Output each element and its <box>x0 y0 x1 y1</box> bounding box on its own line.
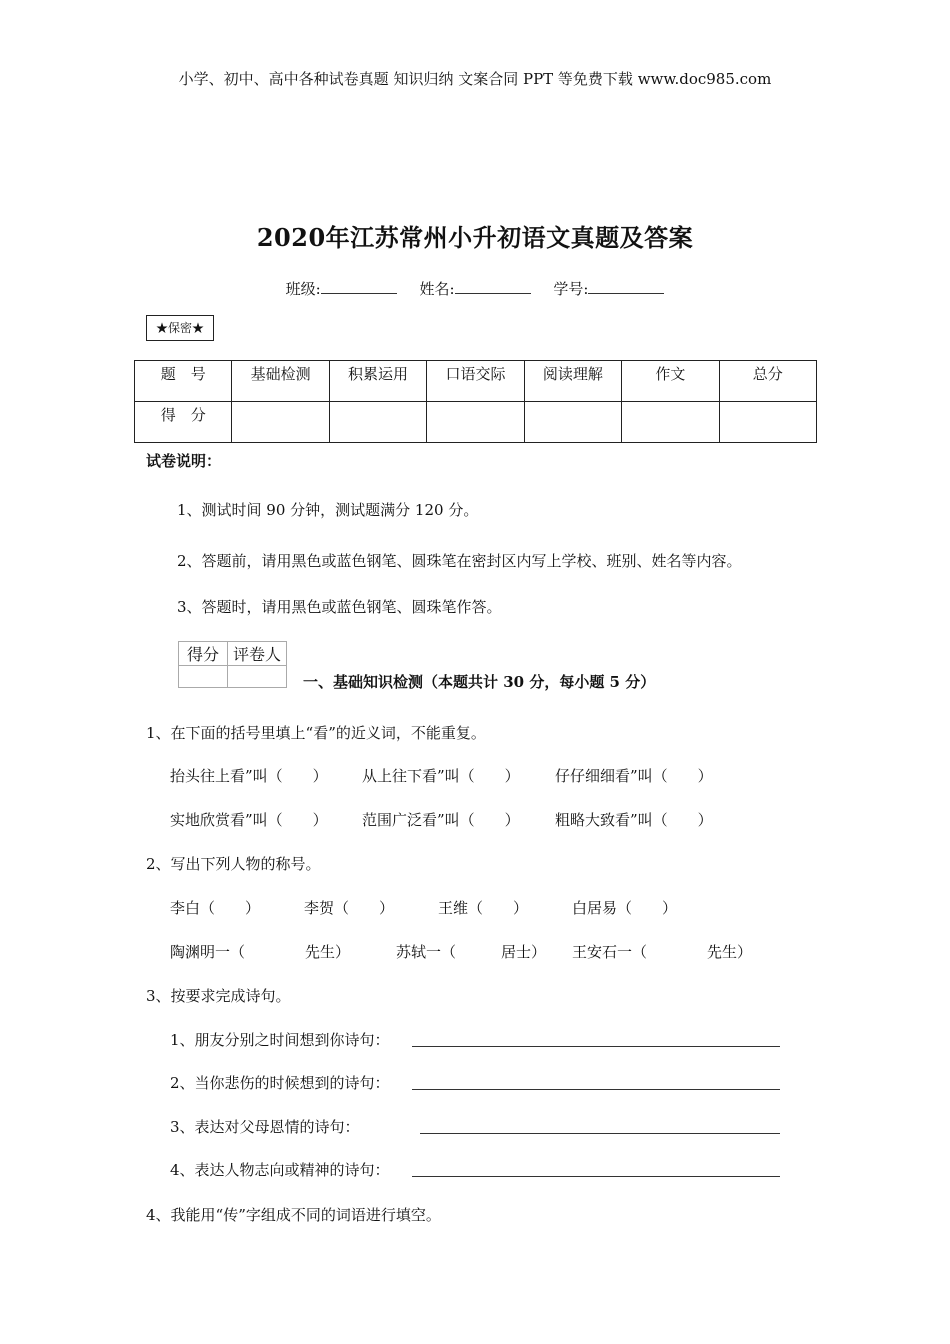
q3-item: 1、朋友分别之时间想到你诗句： <box>170 1031 390 1049</box>
q1-item: 抬头往上看”叫（ ） <box>170 767 328 785</box>
score-table-cell: 阅读理解 <box>524 361 621 402</box>
q2-item: 白居易（ ） <box>572 899 678 917</box>
score-entry-cell[interactable] <box>427 402 524 443</box>
confidential-stamp: ★保密★ <box>146 315 214 341</box>
page-header: 小学、初中、高中各种试卷真题 知识归纳 文案合同 PPT 等免费下载 www.doc985.com <box>178 70 772 88</box>
q3-answer-line[interactable] <box>412 1030 780 1047</box>
q3-answer-line[interactable] <box>412 1073 780 1090</box>
question-4-prompt: 4、我能用“传”字组成不同的词语进行填空。 <box>146 1206 441 1224</box>
score-table-cell: 基础检测 <box>232 361 329 402</box>
q2-item: 李贺（ ） <box>304 899 395 917</box>
score-table-cell: 总分 <box>719 361 816 402</box>
score-table-cell: 口语交际 <box>427 361 524 402</box>
score-table-cell: 积累运用 <box>329 361 426 402</box>
question-2-prompt: 2、写出下列人物的称号。 <box>146 855 321 873</box>
score-entry-cell[interactable] <box>232 402 329 443</box>
score-table <box>134 360 817 443</box>
instruction-item: 1、测试时间 90 分钟，测试题满分 120 分。 <box>177 501 479 519</box>
score-entry-cell[interactable] <box>329 402 426 443</box>
q3-item: 2、当你悲伤的时候想到的诗句： <box>170 1074 390 1092</box>
score-table-cell: 作文 <box>622 361 719 402</box>
grader-name-cell[interactable] <box>228 666 287 688</box>
student-id-label: 学号: <box>553 280 589 298</box>
q2-item: 王安石一（ 先生） <box>572 943 753 961</box>
class-label: 班级: <box>285 280 321 298</box>
instruction-item: 3、答题时，请用黑色或蓝色钢笔、圆珠笔作答。 <box>177 598 502 616</box>
score-entry-cell[interactable] <box>622 402 719 443</box>
instructions-heading: 试卷说明： <box>146 452 222 470</box>
page-title: 2020年江苏常州小升初语文真题及答案 <box>256 223 694 252</box>
q3-item: 4、表达人物志向或精神的诗句： <box>170 1161 390 1179</box>
student-id-blank[interactable] <box>588 279 664 294</box>
q1-item: 实地欣赏看”叫（ ） <box>170 811 328 829</box>
grader-box <box>178 641 287 688</box>
score-entry-cell[interactable] <box>719 402 816 443</box>
q1-item: 粗略大致看”叫（ ） <box>555 811 713 829</box>
q2-item: 王维（ ） <box>438 899 529 917</box>
section-heading: 一、基础知识检测（本题共计 30 分，每小题 5 分） <box>303 673 656 691</box>
score-table-header-row <box>135 361 817 402</box>
student-info-line <box>0 278 950 299</box>
q1-item: 范围广泛看”叫（ ） <box>362 811 520 829</box>
grader-score-label: 得分 <box>179 642 228 666</box>
name-blank[interactable] <box>455 279 531 294</box>
name-label: 姓名: <box>419 280 455 298</box>
grader-name-label: 评卷人 <box>228 642 287 666</box>
score-row-label: 得 分 <box>135 402 232 443</box>
q3-answer-line[interactable] <box>420 1117 780 1134</box>
class-blank[interactable] <box>321 279 397 294</box>
q1-item: 仔仔细细看”叫（ ） <box>555 767 713 785</box>
question-3-prompt: 3、按要求完成诗句。 <box>146 987 291 1005</box>
instruction-item: 2、答题前，请用黑色或蓝色钢笔、圆珠笔在密封区内写上学校、班别、姓名等内容。 <box>177 552 742 570</box>
grader-score-cell[interactable] <box>179 666 228 688</box>
q2-item: 李白（ ） <box>170 899 261 917</box>
q2-item: 苏轼一（ 居士） <box>396 943 547 961</box>
question-1-prompt: 1、在下面的括号里填上“看”的近义词，不能重复。 <box>146 724 486 742</box>
score-table-score-row <box>135 402 817 443</box>
score-table-cell: 题 号 <box>135 361 232 402</box>
q3-item: 3、表达对父母恩情的诗句： <box>170 1118 360 1136</box>
q2-item: 陶渊明一（ 先生） <box>170 943 351 961</box>
score-entry-cell[interactable] <box>524 402 621 443</box>
q3-answer-line[interactable] <box>412 1160 780 1177</box>
q1-item: 从上往下看”叫（ ） <box>362 767 520 785</box>
